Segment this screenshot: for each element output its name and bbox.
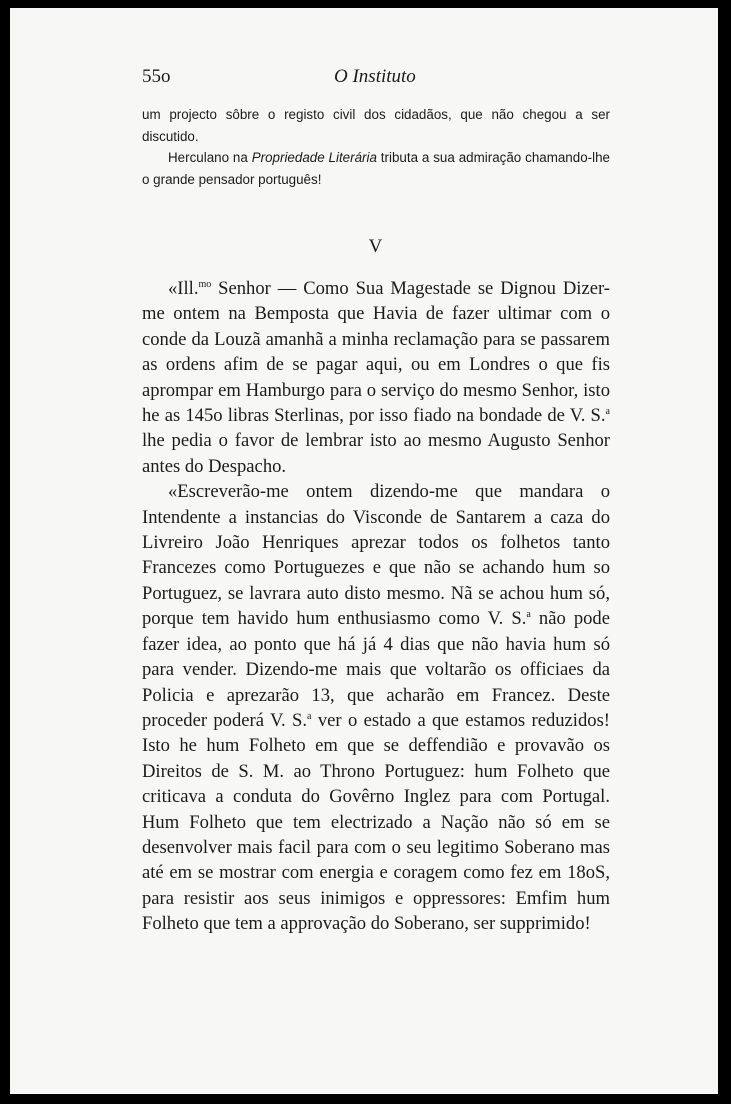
book-page bbox=[10, 8, 718, 1094]
letter-text: não pode fazer idea, ao ponto que há já 4 dias que não havia hum só para vender. Dizendo-me mais que voltarão os officiaes da Policia e aprezarão 13, que acharão em Francez. Deste proceder poderá V. S. bbox=[142, 608, 610, 731]
page-number: 55o bbox=[142, 66, 171, 87]
letter-text: lhe pedia o favor de lembrar isto ao mesmo Augusto Senhor antes do Despacho. bbox=[142, 430, 610, 477]
superscript: mo bbox=[198, 278, 212, 290]
running-head bbox=[142, 66, 608, 92]
note-paragraph: um projecto sôbre o registo civil dos cidadãos, que não chegou a ser discutido. bbox=[142, 107, 610, 144]
letter-paragraph bbox=[142, 276, 610, 479]
note-text: tributa a sua admiração chamando-lhe o grande pensador português! bbox=[142, 150, 610, 187]
letter-body bbox=[142, 276, 610, 937]
note-text: Herculano na bbox=[168, 150, 252, 165]
note-paragraph bbox=[142, 147, 610, 190]
salutation: «Ill. bbox=[168, 278, 199, 299]
superscript: a bbox=[605, 405, 610, 417]
superscript: a bbox=[307, 710, 312, 722]
footnote-block bbox=[142, 104, 610, 190]
superscript: a bbox=[526, 609, 531, 621]
journal-title: O Instituto bbox=[334, 66, 416, 87]
letter-text: ver o estado a que estamos reduzidos! Isto he hum Folheto em que se deffendião e provavão os Direitos de S. M. ao Throno Portuguez: hum Folheto que criticava a conduta do Govêrno Inglez para com Portugal. Hum Folheto que tem electrizado a Nação não só em se desenvolver mais facil para com o seu legitimo Soberano mas até em se mostrar com energia e coragem como fez em 18oS, para resistir aos seus inimigos e oppressores: Emfim hum Folheto que tem a approvação do Soberano, ser supprimido! bbox=[142, 709, 610, 935]
book-title-italic: Propriedade Literária bbox=[251, 150, 377, 165]
letter-paragraph bbox=[142, 479, 610, 936]
section-numeral: V bbox=[368, 236, 383, 257]
letter-text: Senhor — Como Sua Magestade se Dignou Dizer-me ontem na Bemposta que Havia de fazer ultimar com o conde da Louzã amanhã a minha reclamação para se passarem as ordens afim de se pagar aqui, ou em Londres o que fis aprompar em Hamburgo para o serviço do mesmo Senhor, isto he as 145o libras Sterlinas, por isso fiado na bondade de V. S. bbox=[142, 278, 610, 427]
letter-text: «Escreverão-me ontem dizendo-me que mandara o Intendente a instancias do Visconde de Santarem a caza do Livreiro João Henriques aprezar todos os folhetos tanto Francezes como Portuguezes e que não se achando hum so Portuguez, se lavrara auto disto mesmo. Nã se achou hum só, porque tem havido hum enthusiasmo como V. S. bbox=[142, 481, 610, 630]
